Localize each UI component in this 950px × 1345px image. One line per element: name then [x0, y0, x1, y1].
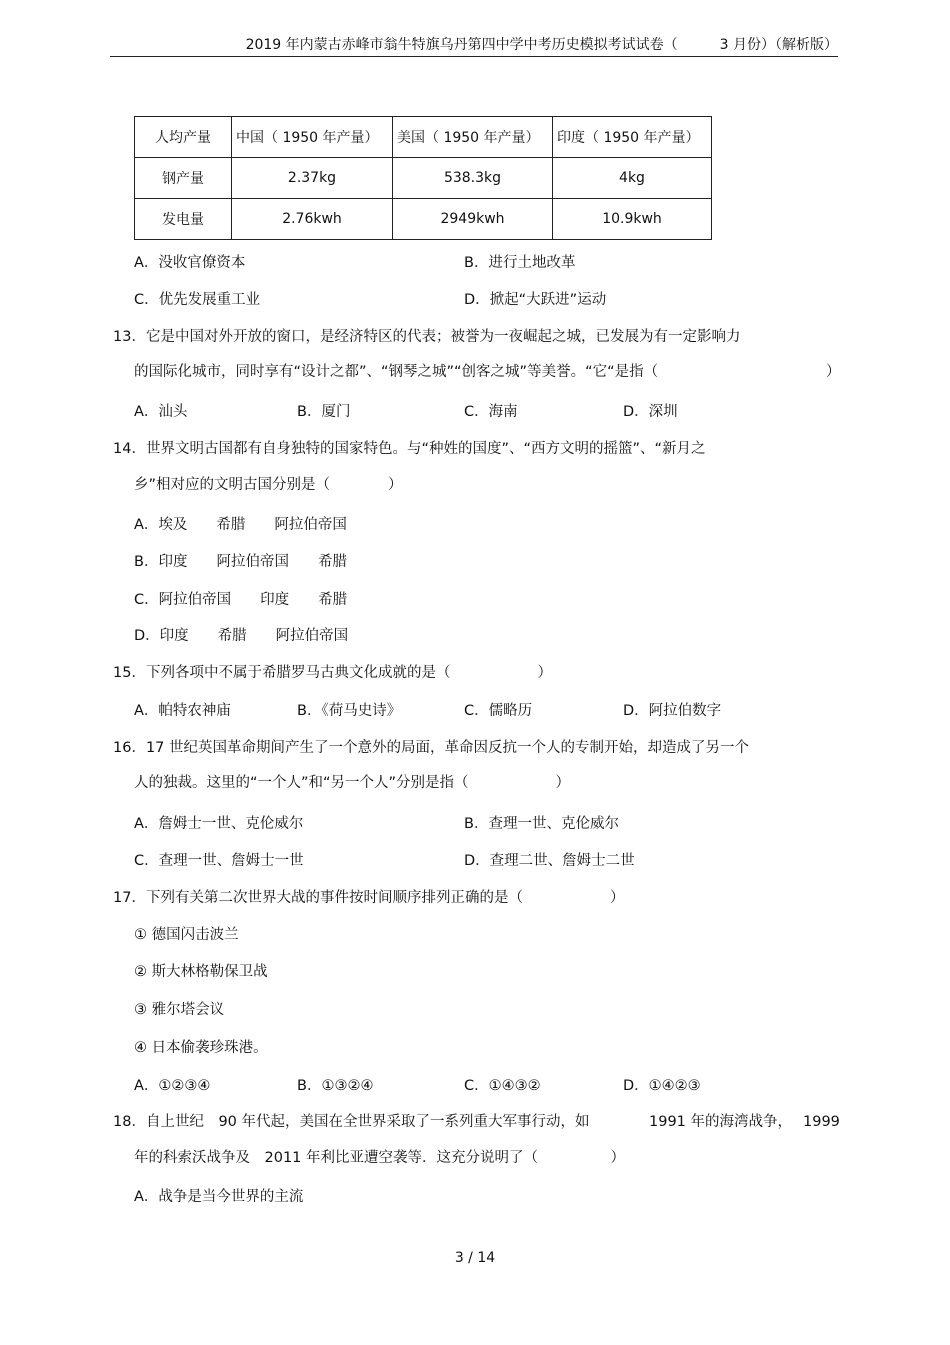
table-header-cell: 人均产量: [135, 117, 232, 158]
q17-option-d: D．①④②③: [623, 1078, 701, 1094]
q15-stem: 15．下列各项中不属于希腊罗马古典文化成就的是（ ）: [113, 665, 552, 681]
q18-stem-line1-part1: 18．自上世纪 90 年代起，美国在全世界采取了一系列重大军事行动，如: [113, 1114, 590, 1130]
table-header-cell: 印度（ 1950 年产量）: [553, 117, 712, 158]
q18-stem-line1-part3: 1999: [803, 1114, 840, 1130]
q12-option-d: D．掀起“大跃进”运动: [464, 292, 607, 308]
q17-item: ④ 日本偷袭珍珠港。: [134, 1040, 268, 1056]
q16-option-c: C．查理一世、詹姆士一世: [134, 853, 304, 869]
q16-option-a: A．詹姆士一世、克伦威尔: [134, 816, 304, 832]
q17-item: ② 斯大林格勒保卫战: [134, 964, 268, 980]
table-header-cell: 美国（ 1950 年产量）: [393, 117, 553, 158]
table-cell: 2.76kwh: [232, 199, 393, 240]
q17-item: ③ 雅尔塔会议: [134, 1002, 225, 1018]
q18-stem-line2: 年的科索沃战争及 2011 年利比亚遭空袭等．这充分说明了（ ）: [134, 1150, 626, 1166]
q16-option-b: B．查理一世、克伦威尔: [464, 816, 619, 832]
q14-stem-line1: 14．世界文明古国都有自身独特的国家特色。与“种姓的国度”、“西方文明的摇篮”、“新月之: [113, 441, 706, 457]
q12-option-b: B．进行土地改革: [464, 255, 576, 271]
q13-option-a: A．汕头: [134, 404, 188, 420]
table-row: [135, 199, 712, 240]
table-cell: 发电量: [135, 199, 232, 240]
q14-option-b: B．印度 阿拉伯帝国 希腊: [134, 554, 347, 570]
table-header-cell: 中国（ 1950 年产量）: [232, 117, 393, 158]
header-divider: [110, 56, 838, 57]
q15-option-a: A．帕特农神庙: [134, 703, 231, 719]
table-row: [135, 158, 712, 199]
q12-option-c: C．优先发展重工业: [134, 292, 261, 308]
q17-option-c: C．①④③②: [464, 1078, 541, 1094]
q17-stem: 17．下列有关第二次世界大战的事件按时间顺序排列正确的是（ ）: [113, 890, 625, 906]
table-cell: 538.3kg: [393, 158, 553, 199]
q17-option-a: A．①②③④: [134, 1078, 211, 1094]
q17-item: ① 德国闪击波兰: [134, 927, 239, 943]
q18-stem-line1-part2: 1991 年的海湾战争，: [649, 1114, 793, 1130]
q14-option-c: C．阿拉伯帝国 印度 希腊: [134, 592, 348, 608]
production-table: [134, 116, 712, 240]
q13-stem-line2: 的国际化城市，同时享有“设计之都”、“钢琴之城”“创客之城”等美誉。“它“是指（: [134, 364, 659, 380]
q13-option-b: B．厦门: [297, 404, 351, 420]
q16-stem-line1: 16．17 世纪英国革命期间产生了一个意外的局面，革命因反抗一个人的专制开始，却造成了另一个: [113, 740, 750, 756]
q16-option-d: D．查理二世、詹姆士二世: [464, 853, 635, 869]
q13-option-c: C．海南: [464, 404, 518, 420]
page-number: 3 / 14: [454, 1250, 496, 1266]
q15-option-b: B．《荷马史诗》: [297, 703, 402, 719]
q17-option-b: B．①③②④: [297, 1078, 374, 1094]
q13-option-d: D．深圳: [623, 404, 678, 420]
table-cell: 2949kwh: [393, 199, 553, 240]
q14-option-d: D．印度 希腊 阿拉伯帝国: [134, 628, 349, 644]
q15-option-c: C．儒略历: [464, 703, 533, 719]
q13-stem-line1: 13．它是中国对外开放的窗口，是经济特区的代表；被誉为一夜崛起之城，已发展为有一定影响力: [113, 329, 741, 345]
page-header: 2019 年内蒙古赤峰市翁牛特旗乌丹第四中学中考历史模拟考试试卷（ 3 月份）（解析版）: [245, 37, 838, 53]
q14-stem-line2: 乡”相对应的文明古国分别是（ ）: [134, 477, 403, 493]
q18-option-a: A．战争是当今世界的主流: [134, 1189, 304, 1205]
q15-option-d: D．阿拉伯数字: [623, 703, 722, 719]
table-cell: 10.9kwh: [553, 199, 712, 240]
table-cell: 2.37kg: [232, 158, 393, 199]
q13-stem-close: ）: [826, 364, 841, 380]
table-cell: 钢产量: [135, 158, 232, 199]
q12-option-a: A．没收官僚资本: [134, 255, 246, 271]
q14-option-a: A．埃及 希腊 阿拉伯帝国: [134, 517, 347, 533]
q16-stem-line2: 人的独裁。这里的“一个人”和“另一个人”分别是指（ ）: [134, 775, 571, 791]
table-header-row: [135, 117, 712, 158]
table-cell: 4kg: [553, 158, 712, 199]
